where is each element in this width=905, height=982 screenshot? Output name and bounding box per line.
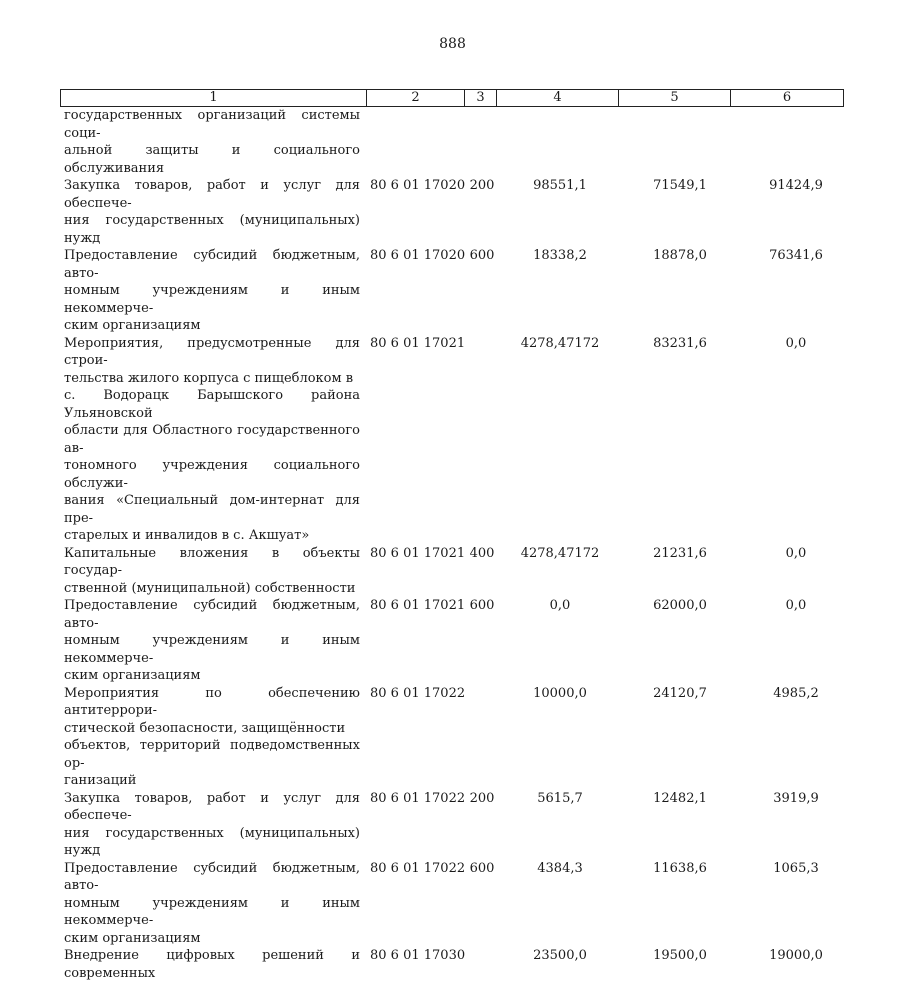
table-row: [60, 107, 844, 177]
row-expense-type: 400: [469, 545, 495, 561]
description-line: с. Водорацк Барышского района Ульяновской: [64, 388, 360, 421]
description-line: Предоставление субсидий бюджетным, авто-: [64, 598, 360, 631]
description-line: Мероприятия по обеспечению антитеррори-: [64, 685, 360, 718]
row-description: [64, 177, 360, 247]
description-line: Мероприятия, предусмотренные для строи-: [64, 335, 360, 368]
description-line: стической безопасности, защищённости: [64, 720, 346, 736]
description-line: старелых и инвалидов в с. Акшуат»: [64, 528, 310, 543]
header-col-2: 2: [367, 90, 465, 106]
row-value-col4: 4384,3: [537, 860, 583, 876]
row-value-col5: 71549,1: [653, 178, 707, 193]
table-row: [60, 685, 844, 790]
row-description: [64, 597, 360, 685]
row-value-col5: 18878,0: [653, 248, 707, 263]
description-line: области для Областного государственного ав-: [64, 423, 360, 456]
row-code: 80 6 01 17020: [370, 248, 466, 263]
row-value-col4: 23500,0: [533, 948, 587, 963]
description-line: ским организациям: [64, 668, 201, 683]
row-value-col5: 62000,0: [653, 598, 707, 613]
description-line: ганизаций: [64, 773, 137, 788]
row-value-col6: 19000,0: [769, 948, 823, 963]
row-description: [64, 947, 360, 982]
row-description: [64, 247, 360, 335]
description-line: ственной (муниципальной) собственности: [64, 580, 356, 596]
description-line: номным учреждениям и иным некоммерче-: [64, 283, 360, 316]
header-col-1: 1: [61, 90, 367, 106]
description-line: ния государственных (муниципальных) нужд: [64, 213, 360, 246]
row-description: [64, 107, 360, 177]
table-row: [60, 335, 844, 545]
row-code: 80 6 01 17030: [370, 948, 466, 963]
table-row: [60, 597, 844, 685]
table-row: [60, 790, 844, 860]
row-value-col6: 4985,2: [773, 685, 819, 701]
row-expense-type: 600: [469, 248, 495, 263]
description-line: тельства жилого корпуса с пищеблоком в: [64, 370, 354, 386]
description-line: Закупка товаров, работ и услуг для обеспече-: [64, 178, 360, 211]
row-value-col4: 0,0: [549, 598, 571, 613]
row-code: 80 6 01 17020: [370, 178, 466, 193]
description-line: вания «Специальный дом-интернат для пре-: [64, 493, 360, 526]
row-expense-type: 600: [469, 598, 495, 613]
page-number: 888: [439, 36, 466, 52]
table-header-row: [60, 89, 844, 107]
table-body: [60, 107, 844, 982]
description-line: Капитальные вложения в объекты государ-: [64, 545, 360, 578]
table-row: [60, 177, 844, 247]
description-line: Внедрение цифровых решений и современных: [64, 948, 360, 981]
row-description: [64, 335, 360, 545]
row-code: 80 6 01 17021: [370, 335, 466, 351]
row-value-col6: 3919,9: [773, 790, 819, 806]
row-description: [64, 790, 360, 860]
description-line: Предоставление субсидий бюджетным, авто-: [64, 248, 360, 281]
row-value-col5: 19500,0: [653, 948, 707, 963]
row-expense-type: 600: [469, 860, 495, 876]
row-value-col5: 24120,7: [653, 685, 707, 701]
row-description: [64, 685, 360, 790]
row-value-col6: 1065,3: [773, 860, 819, 876]
table-row: [60, 860, 844, 948]
row-value-col4: 18338,2: [533, 248, 587, 263]
row-value-col5: 83231,6: [653, 335, 707, 351]
row-value-col5: 11638,6: [653, 860, 707, 876]
description-line: государственных организаций системы соци-: [64, 108, 360, 141]
row-value-col5: 12482,1: [653, 790, 707, 806]
row-code: 80 6 01 17022: [370, 860, 466, 876]
header-col-3: 3: [465, 90, 497, 106]
row-description: [64, 545, 360, 598]
header-col-5: 5: [619, 90, 731, 106]
row-description: [64, 860, 360, 948]
description-line: ским организациям: [64, 318, 201, 333]
row-value-col6: 0,0: [785, 335, 807, 351]
row-value-col4: 10000,0: [533, 685, 587, 701]
description-line: объектов, территорий подведомственных ор-: [64, 738, 360, 771]
row-expense-type: 200: [469, 178, 495, 193]
row-code: 80 6 01 17021: [370, 545, 466, 561]
row-value-col4: 4278,47172: [520, 335, 600, 351]
row-code: 80 6 01 17022: [370, 790, 466, 806]
row-expense-type: 200: [469, 790, 495, 806]
description-line: Предоставление субсидий бюджетным, авто-: [64, 860, 360, 893]
description-line: номным учреждениям и иным некоммерче-: [64, 633, 360, 666]
description-line: альной защиты и социального обслуживания: [64, 143, 360, 176]
table-row: [60, 247, 844, 335]
description-line: тономного учреждения социального обслужи-: [64, 458, 360, 491]
table-row: [60, 947, 844, 982]
table-row: [60, 545, 844, 598]
row-value-col4: 5615,7: [537, 790, 583, 806]
description-line: номным учреждениям и иным некоммерче-: [64, 895, 360, 928]
row-value-col6: 0,0: [785, 545, 807, 561]
header-col-6: 6: [782, 90, 792, 105]
row-value-col6: 91424,9: [769, 178, 823, 193]
row-value-col6: 76341,6: [769, 248, 823, 263]
description-line: ния государственных (муниципальных) нужд: [64, 825, 360, 858]
row-value-col6: 0,0: [785, 598, 807, 613]
header-col-4: 4: [497, 90, 619, 106]
row-value-col5: 21231,6: [653, 545, 707, 561]
budget-table: [60, 89, 844, 982]
row-value-col4: 4278,47172: [520, 545, 600, 561]
row-code: 80 6 01 17022: [370, 685, 466, 701]
row-value-col4: 98551,1: [533, 178, 587, 193]
row-code: 80 6 01 17021: [370, 598, 466, 613]
description-line: Закупка товаров, работ и услуг для обеспече-: [64, 790, 360, 823]
description-line: ским организациям: [64, 930, 201, 946]
